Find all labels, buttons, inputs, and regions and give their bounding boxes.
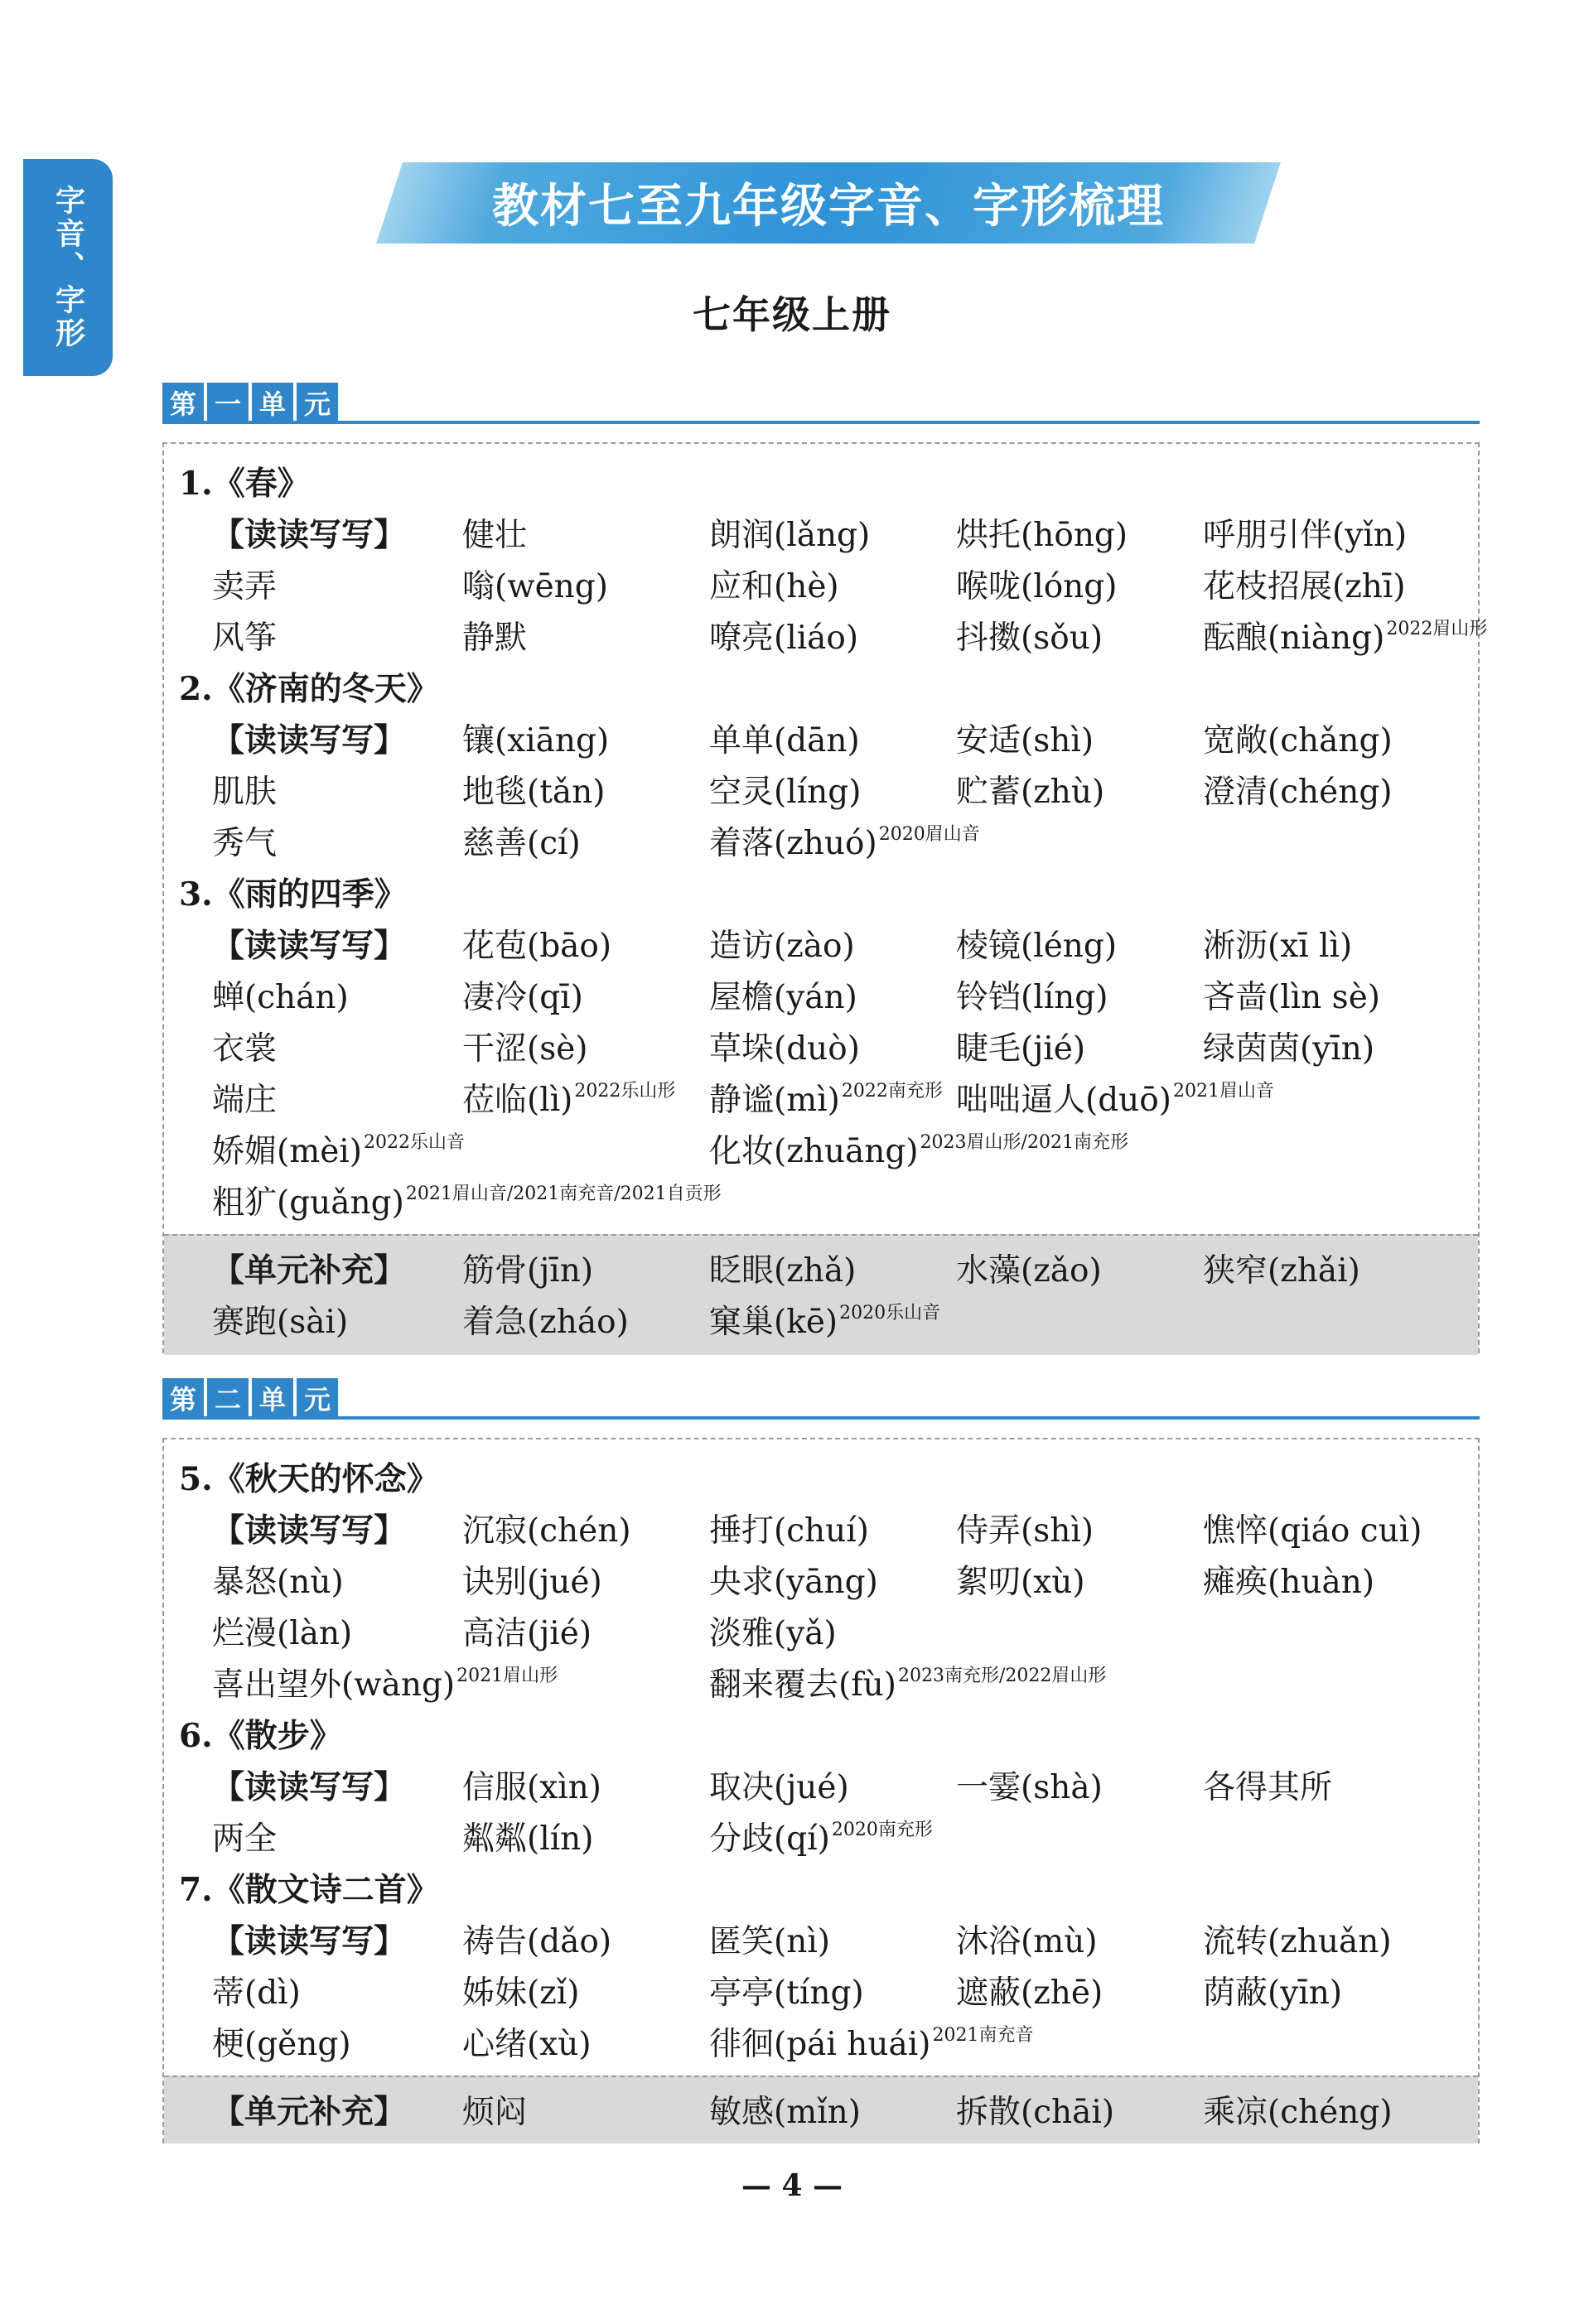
vocab-item: 淅沥(xī lì) bbox=[1203, 928, 1353, 965]
vocab-word: 化妆(zhuāng) bbox=[709, 1133, 919, 1170]
unit-tag-char: 单 bbox=[252, 383, 293, 422]
unit-2-tag bbox=[162, 1378, 338, 1418]
vocab-item: 狭窄(zhǎi) bbox=[1203, 1252, 1360, 1290]
vocab-item: 空灵(líng) bbox=[709, 774, 862, 811]
vocab-item: 造访(zào) bbox=[709, 928, 855, 965]
exam-note: 2020南充形 bbox=[831, 1820, 933, 1840]
vocab-item: 赛跑(sài) bbox=[212, 1304, 349, 1341]
section-label: 【单元补充】 bbox=[212, 2093, 407, 2131]
vocab-item: 风筝 bbox=[212, 620, 278, 657]
vocab-item: 侍弄(shì) bbox=[956, 1512, 1094, 1550]
lesson-title: 1.《春》 bbox=[179, 465, 310, 503]
vocab-item: 健壮 bbox=[462, 517, 528, 554]
vocab-item: 蝉(chán) bbox=[212, 979, 349, 1016]
vocab-item: 两全 bbox=[212, 1820, 278, 1858]
vocab-item: 棱镜(léng) bbox=[956, 928, 1118, 965]
lesson-title: 2.《济南的冬天》 bbox=[179, 670, 439, 708]
vocab-item: 单单(dān) bbox=[709, 722, 860, 759]
exam-note: 2022南充形 bbox=[841, 1081, 943, 1102]
vocab-item: 亭亭(tíng) bbox=[709, 1974, 864, 2012]
vocab-item: 烦闷 bbox=[462, 2094, 528, 2131]
unit-2-rule bbox=[162, 1416, 1480, 1420]
vocab-item: 地毯(tǎn) bbox=[462, 774, 606, 811]
vocab-item: 花枝招展(zhī) bbox=[1203, 568, 1406, 605]
vocab-item: 呼朋引伴(yǐn) bbox=[1203, 517, 1408, 554]
unit-tag-char: 一 bbox=[207, 383, 249, 422]
exam-note: 2022乐山音 bbox=[363, 1132, 465, 1153]
vocab-item: 一霎(shà) bbox=[956, 1769, 1103, 1806]
vocab-item-with-note bbox=[212, 1174, 722, 1226]
vocab-item: 沐浴(mù) bbox=[956, 1923, 1098, 1960]
exam-note: 2020乐山音 bbox=[839, 1303, 941, 1324]
vocab-item: 憔悴(qiáo cuì) bbox=[1203, 1512, 1422, 1550]
vocab-item: 草垛(duò) bbox=[709, 1030, 860, 1068]
banner-title: 教材七至九年级字音、字形梳理 bbox=[492, 179, 1165, 234]
vocab-item: 屋檐(yán) bbox=[709, 979, 857, 1016]
vocab-item-with-note bbox=[709, 1811, 933, 1862]
vocab-item: 衣裳 bbox=[212, 1030, 278, 1068]
vocab-item-with-note bbox=[212, 1656, 558, 1708]
vocab-item: 睫毛(jié) bbox=[956, 1030, 1086, 1068]
unit-1-box bbox=[162, 442, 1488, 1353]
vocab-item: 拆散(chāi) bbox=[956, 2094, 1115, 2131]
vocab-item-with-note bbox=[462, 1072, 675, 1123]
vocab-item: 敏感(mǐn) bbox=[709, 2094, 862, 2131]
vocab-item-with-note bbox=[709, 1656, 1106, 1708]
vocab-item-with-note bbox=[709, 815, 980, 866]
unit-tag-char: 元 bbox=[297, 383, 338, 422]
vocab-item: 祷告(dǎo) bbox=[462, 1923, 612, 1960]
unit-2-box bbox=[162, 1438, 1480, 2143]
unit-tag-char: 二 bbox=[207, 1378, 249, 1418]
vocab-item: 凄冷(qī) bbox=[462, 979, 583, 1016]
side-section-tab bbox=[23, 159, 113, 376]
lesson-title: 3.《雨的四季》 bbox=[179, 875, 407, 914]
vocab-word: 咄咄逼人(duō) bbox=[956, 1082, 1171, 1119]
section-label: 【读读写写】 bbox=[212, 1512, 407, 1550]
vocab-word: 喜出望外(wàng) bbox=[212, 1666, 456, 1704]
vocab-item: 取决(jué) bbox=[709, 1769, 849, 1806]
vocab-item: 匿笑(nì) bbox=[709, 1923, 831, 1960]
vocab-item: 着急(zháo) bbox=[462, 1304, 629, 1341]
vocab-item: 绿茵茵(yīn) bbox=[1203, 1030, 1375, 1068]
unit-tag-char: 第 bbox=[162, 383, 204, 422]
vocab-item-with-note bbox=[1203, 610, 1487, 661]
lesson-title: 7.《散文诗二首》 bbox=[179, 1871, 439, 1909]
vocab-item: 筋骨(jīn) bbox=[462, 1252, 594, 1290]
vocab-item: 抖擞(sǒu) bbox=[956, 620, 1103, 657]
exam-note: 2021眉山形 bbox=[456, 1666, 558, 1686]
vocab-word: 莅临(lì) bbox=[462, 1082, 573, 1119]
exam-note: 2023眉山形/2021南充形 bbox=[920, 1132, 1128, 1153]
unit-1-rule bbox=[162, 421, 1480, 424]
vocab-item: 澄清(chéng) bbox=[1203, 774, 1393, 811]
vocab-item: 卖弄 bbox=[212, 568, 278, 605]
vocab-item: 镶(xiāng) bbox=[462, 722, 610, 759]
lesson-title: 5.《秋天的怀念》 bbox=[179, 1460, 439, 1498]
unit-tag-char: 单 bbox=[252, 1378, 293, 1418]
vocab-item: 乘凉(chéng) bbox=[1203, 2094, 1393, 2131]
unit-1-supplement bbox=[164, 1234, 1478, 1355]
section-label: 【读读写写】 bbox=[212, 1922, 407, 1960]
vocab-item: 心绪(xù) bbox=[462, 2026, 592, 2063]
exam-note: 2021南充音 bbox=[932, 2025, 1034, 2046]
vocab-item: 烂漫(làn) bbox=[212, 1615, 353, 1652]
vocab-item: 慈善(cí) bbox=[462, 825, 581, 862]
vocab-item: 铃铛(líng) bbox=[956, 979, 1108, 1016]
vocab-word: 窠巢(kē) bbox=[709, 1304, 838, 1341]
vocab-item: 高洁(jié) bbox=[462, 1615, 592, 1652]
page-number: — 4 — bbox=[741, 2168, 843, 2203]
vocab-item: 静默 bbox=[462, 620, 528, 657]
vocab-item-with-note bbox=[956, 1072, 1274, 1123]
vocab-item: 蒂(dì) bbox=[212, 1974, 301, 2012]
vocab-item: 信服(xìn) bbox=[462, 1769, 602, 1806]
vocab-item-with-note bbox=[709, 2016, 1033, 2067]
exam-note: 2020眉山音 bbox=[878, 824, 980, 845]
vocab-item: 淡雅(yǎ) bbox=[709, 1615, 837, 1652]
side-tab-label: 字音、字形 bbox=[51, 185, 85, 350]
vocab-item: 秀气 bbox=[212, 825, 278, 862]
vocab-word: 酝酿(niàng) bbox=[1203, 620, 1385, 657]
unit-1-tag bbox=[162, 383, 338, 422]
vocab-item: 吝啬(lìn sè) bbox=[1203, 979, 1380, 1016]
grade-title: 七年级上册 bbox=[693, 292, 891, 337]
exam-note: 2021眉山音 bbox=[1173, 1081, 1274, 1102]
vocab-item: 安适(shì) bbox=[956, 722, 1094, 759]
vocab-word: 翻来覆去(fù) bbox=[709, 1666, 896, 1704]
vocab-item: 絮叨(xù) bbox=[956, 1564, 1085, 1601]
exam-note: 2021眉山音/2021南充音/2021自贡形 bbox=[405, 1184, 722, 1204]
vocab-item: 嗡(wēng) bbox=[462, 568, 608, 605]
exam-note: 2022眉山形 bbox=[1386, 619, 1488, 639]
section-label: 【读读写写】 bbox=[212, 516, 407, 554]
unit-2-supplement bbox=[164, 2076, 1478, 2143]
vocab-item: 花苞(bāo) bbox=[462, 928, 612, 965]
vocab-item: 各得其所 bbox=[1203, 1769, 1333, 1806]
vocab-item: 姊妹(zǐ) bbox=[462, 1974, 580, 2012]
vocab-item: 暴怒(nù) bbox=[212, 1564, 344, 1601]
section-label: 【单元补充】 bbox=[212, 1251, 407, 1290]
vocab-item: 干涩(sè) bbox=[462, 1030, 588, 1068]
vocab-item: 喉咙(lóng) bbox=[956, 568, 1118, 605]
vocab-item-with-note bbox=[212, 1123, 465, 1174]
vocab-item: 梗(gěng) bbox=[212, 2026, 351, 2063]
exam-note: 2023南充形/2022眉山形 bbox=[897, 1666, 1107, 1686]
vocab-word: 徘徊(pái huái) bbox=[709, 2026, 931, 2063]
vocab-item: 水藻(zǎo) bbox=[956, 1252, 1102, 1290]
vocab-item: 荫蔽(yīn) bbox=[1203, 1974, 1343, 2012]
vocab-item: 朗润(lǎng) bbox=[709, 517, 871, 554]
vocab-item: 瘫痪(huàn) bbox=[1203, 1564, 1375, 1601]
vocab-word: 着落(zhuó) bbox=[709, 825, 877, 862]
vocab-item: 宽敞(chǎng) bbox=[1203, 722, 1393, 759]
exam-note: 2022乐山形 bbox=[574, 1081, 676, 1102]
vocab-item: 端庄 bbox=[212, 1082, 278, 1119]
vocab-item: 嘹亮(liáo) bbox=[709, 620, 859, 657]
vocab-item: 捶打(chuí) bbox=[709, 1512, 869, 1550]
vocab-item: 诀别(jué) bbox=[462, 1564, 602, 1601]
vocab-item: 烘托(hōng) bbox=[956, 517, 1128, 554]
vocab-item: 眨眼(zhǎ) bbox=[709, 1252, 857, 1290]
vocab-item: 贮蓄(zhù) bbox=[956, 774, 1105, 811]
vocab-word: 静谧(mì) bbox=[709, 1082, 840, 1119]
vocab-item: 应和(hè) bbox=[709, 568, 839, 605]
vocab-word: 粗犷(guǎng) bbox=[212, 1184, 404, 1222]
section-label: 【读读写写】 bbox=[212, 1768, 407, 1806]
vocab-item: 遮蔽(zhē) bbox=[956, 1974, 1103, 2012]
vocab-item: 央求(yāng) bbox=[709, 1564, 878, 1601]
unit-tag-char: 元 bbox=[297, 1378, 338, 1418]
unit-tag-char: 第 bbox=[162, 1378, 204, 1418]
vocab-item-with-note bbox=[709, 1123, 1128, 1174]
section-label: 【读读写写】 bbox=[212, 721, 407, 759]
vocab-word: 分歧(qí) bbox=[709, 1820, 830, 1858]
vocab-word: 娇媚(mèi) bbox=[212, 1133, 362, 1170]
section-label: 【读读写写】 bbox=[212, 927, 407, 965]
vocab-item-with-note bbox=[709, 1072, 943, 1123]
lesson-title: 6.《散步》 bbox=[179, 1717, 342, 1755]
vocab-item-with-note bbox=[709, 1294, 940, 1345]
vocab-item: 沉寂(chén) bbox=[462, 1512, 631, 1550]
vocab-item: 流转(zhuǎn) bbox=[1203, 1923, 1392, 1960]
vocab-item: 肌肤 bbox=[212, 774, 278, 811]
vocab-item: 粼粼(lín) bbox=[462, 1820, 594, 1858]
